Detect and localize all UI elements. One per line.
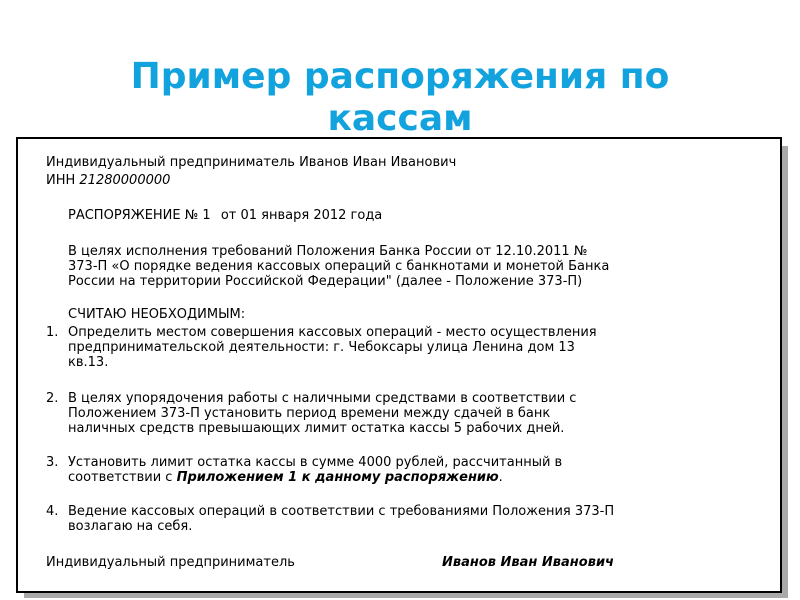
inn-line	[46, 173, 170, 188]
entrepreneur-header: Индивидуальный предприниматель Иванов Иван Иванович	[46, 155, 457, 170]
item-text-line1: Установить лимит остатка кассы в сумме 4000 рублей, рассчитанный в	[68, 455, 563, 470]
signature-label: Индивидуальный предприниматель	[46, 555, 295, 570]
item-text-line2	[68, 470, 503, 485]
order-date: от 01 января 2012 года	[220, 208, 383, 223]
inn-label: ИНН	[46, 173, 76, 188]
title-line-1: Пример распоряжения по	[130, 56, 670, 97]
item-number: 3.	[46, 455, 59, 470]
title-line-2: кассам	[327, 98, 473, 139]
order-heading: РАСПОРЯЖЕНИЕ № 1	[68, 208, 211, 223]
order-heading-line	[68, 208, 382, 223]
item-number: 4.	[46, 504, 59, 519]
inn-value: 21280000000	[79, 173, 171, 188]
item-text-suffix: .	[498, 470, 503, 485]
slide-title	[0, 56, 800, 140]
consider-heading: СЧИТАЮ НЕОБХОДИМЫМ:	[68, 307, 246, 322]
item-text: Определить местом совершения кассовых операций - место осуществления предпринимательской деятельности: г. Чебоксары улица Ленина дом 13 кв.13.	[68, 325, 597, 370]
item-number: 2.	[46, 391, 59, 406]
preamble: В целях исполнения требований Положения Банка России от 12.10.2011 № 373-П «О порядке ведения кассовых операций с банкнотами и монетой Банка России на территории Российской Федерации" (далее - Положение 373-П)	[68, 244, 610, 289]
signature-name: Иванов Иван Иванович	[442, 555, 614, 570]
item-text-prefix: соответствии с	[68, 470, 177, 485]
item-number: 1.	[46, 325, 59, 340]
item-text: Ведение кассовых операций в соответствии с требованиями Положения 373-П возлагаю на себя.	[68, 504, 615, 534]
order-document	[16, 137, 782, 593]
item-text: В целях упорядочения работы с наличными средствами в соответствии с Положением 373-П установить период времени между сдачей в банк наличных средств превышающих лимит остатка кассы 5 рабочих дней.	[68, 391, 577, 436]
appendix-reference: Приложением 1 к данному распоряжению	[176, 470, 499, 485]
